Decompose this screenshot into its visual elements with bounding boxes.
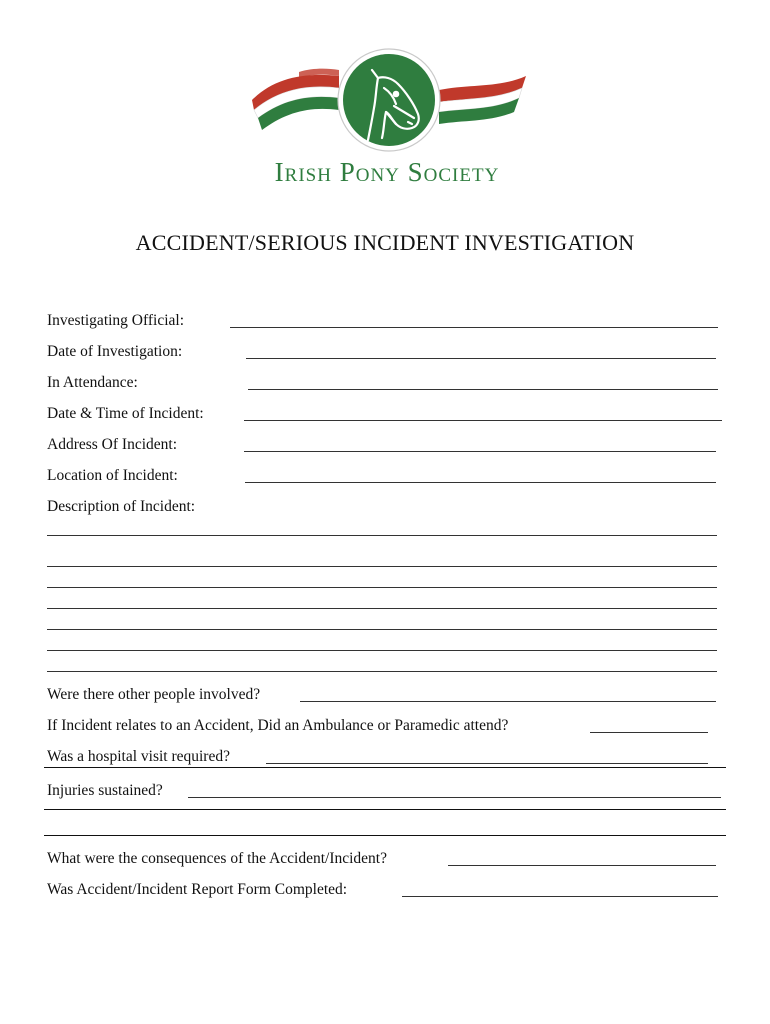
blank-injuries-sustained[interactable] [188, 797, 721, 798]
label-report-form-completed: Was Accident/Incident Report Form Completed: [47, 881, 348, 898]
blank-report-form-completed[interactable] [402, 896, 718, 897]
blank-other-people-involved[interactable] [300, 701, 716, 702]
label-consequences: What were the consequences of the Accident/Incident? [47, 850, 387, 867]
label-description-of-incident: Description of Incident: [47, 498, 196, 515]
label-hospital-visit: Was a hospital visit required? [47, 748, 230, 765]
logo-roundel [343, 54, 435, 146]
label-date-of-investigation: Date of Investigation: [47, 343, 183, 360]
org-name-wordmark: Irish Pony Society [274, 157, 500, 187]
label-other-people-involved: Were there other people involved? [47, 686, 261, 703]
label-location-of-incident: Location of Incident: [47, 467, 178, 484]
label-date-time-of-incident: Date & Time of Incident: [47, 405, 204, 422]
description-line[interactable] [47, 608, 717, 609]
description-line[interactable] [47, 535, 717, 536]
blank-date-of-investigation[interactable] [246, 358, 716, 359]
label-investigating-official: Investigating Official: [47, 312, 185, 329]
label-in-attendance: In Attendance: [47, 374, 138, 391]
blank-date-time-of-incident[interactable] [244, 420, 722, 421]
description-line[interactable] [47, 629, 717, 630]
blank-in-attendance[interactable] [248, 389, 718, 390]
blank-hospital-visit[interactable] [266, 763, 708, 764]
blank-ambulance-attended[interactable] [590, 732, 708, 733]
label-address-of-incident: Address Of Incident: [47, 436, 177, 453]
description-line[interactable] [47, 671, 717, 672]
left-ribbon [252, 69, 339, 130]
description-line[interactable] [47, 587, 717, 588]
document-title: ACCIDENT/SERIOUS INCIDENT INVESTIGATION [135, 230, 635, 255]
description-line[interactable] [47, 566, 717, 567]
blank-consequences[interactable] [448, 865, 716, 866]
blank-address-of-incident[interactable] [244, 451, 716, 452]
description-line[interactable] [47, 650, 717, 651]
section-rule [44, 767, 726, 768]
label-injuries-sustained: Injuries sustained? [47, 782, 163, 799]
right-ribbon [439, 76, 526, 124]
blank-investigating-official[interactable] [230, 327, 718, 328]
label-ambulance-attended: If Incident relates to an Accident, Did an Ambulance or Paramedic attend? [47, 717, 509, 734]
section-rule [44, 835, 726, 836]
blank-location-of-incident[interactable] [245, 482, 716, 483]
section-rule [44, 809, 726, 810]
